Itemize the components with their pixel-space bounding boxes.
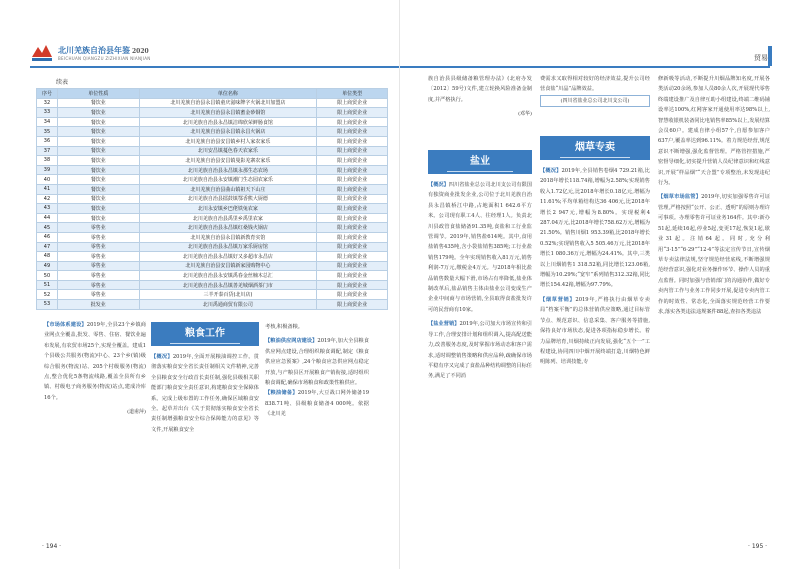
cell-nature: 餐饮业 [57,194,139,204]
col-header-index: 序号 [37,89,58,99]
grain-network-label: 【粮油供应网店建设】 [265,338,318,345]
cell-unit-type: 限上商贸企业 [317,184,388,194]
cell-unit-type: 限上商贸企业 [317,165,388,175]
grain-overview-paragraph: 【概况】2019年,全面开展粮油调控工作。贯彻落实粮食安全省长责任制相关文件精神,完善全县粮食安全行政首长责任制,强化县级相关职能部门粮食安全责任意识,构建粮食安全保障体系。完成上级布置的工作任务,确保区域粮食安全。起草并出台《关于贯彻落实粮食安全省长责任制增强粮食安全综合保障能力的意见》等文件,开展粮食安全 [151,354,259,433]
table-row [37,127,388,137]
cell-unit-name: 北川羌族自治县永昌镇永那生态农场 [139,165,317,175]
table-row [37,280,388,290]
cell-unit-name: 北川羌族自治县永昌镇红桑钱火锅店 [139,223,317,233]
enterprise-table [36,88,388,310]
cell-index: 42 [37,194,58,204]
cell-unit-name: 北川永安镇乡巴佬铁兔农家 [139,204,317,214]
cell-unit-name: 北川羌族自治县安昌镇曼影羌寨农家乐 [139,156,317,166]
table-row [37,175,388,185]
cell-unit-type: 限上商贸企业 [317,117,388,127]
cell-nature: 零售业 [57,223,139,233]
cell-unit-type: 限上商贸企业 [317,136,388,146]
cell-index: 51 [37,280,58,290]
cell-unit-type: 限上商贸企业 [317,261,388,271]
table-row [37,271,388,281]
tobacco-body-column [540,166,650,368]
cell-unit-name: 北川羌族自治县永安镇潮门生态园农家乐 [139,175,317,185]
cell-unit-type: 限上商贸企业 [317,98,388,108]
table-row [37,117,388,127]
cell-index: 41 [37,184,58,194]
cell-unit-name: 北川羌族自治县永昌镇蜜金砂铜馆 [139,108,317,118]
yearbook-logo-icon [30,43,54,63]
cell-unit-type: 限上商贸企业 [317,242,388,252]
cell-nature: 餐饮业 [57,117,139,127]
cell-unit-type: 限上商贸企业 [317,252,388,262]
cell-unit-name: 北川安昌镇蔓色春天农家乐 [139,146,317,156]
salt-marketing-continued: 费需求又取得相对较好的经济效益,提升公司经营食盐“川晶”品牌效益。 [540,76,650,93]
cell-unit-type: 限上商贸企业 [317,223,388,233]
cell-unit-type: 限上商贸企业 [317,232,388,242]
cell-index: 49 [37,261,58,271]
cell-unit-name: 北川羌族自治县永昌镇新教育实馆 [139,232,317,242]
salt-marketing-paragraph: 【盐业营销】2019年,公司加大市场宣传和引导工作,合理安排计划和组织调入,提高配送能力,改善服务态度,及时掌握市场动态和客户需求,适时调整销售策略和供应品种,疏确保市场平稳有序又完成了食盐品种结构调整的目标任务,满足了不同消 [428,321,532,380]
cell-unit-type: 限上商贸企业 [317,213,388,223]
cell-index: 34 [37,117,58,127]
cell-nature: 餐饮业 [57,213,139,223]
cell-nature: 餐饮业 [57,165,139,175]
tobacco-intro-column [540,74,650,107]
market-system-author: (道甫萍) [127,409,146,416]
tobacco-section-title: 烟草专卖 [540,136,650,160]
cell-unit-type: 限上商贸企业 [317,156,388,166]
cell-unit-name: 北川羌族自治县安昌镇新家园购物中心 [139,261,317,271]
cell-index: 33 [37,108,58,118]
cell-unit-type: 限上商贸企业 [317,194,388,204]
table-row [37,165,388,175]
cell-index: 44 [37,213,58,223]
cell-index: 36 [37,136,58,146]
table-row [37,204,388,214]
salt-author: (四川省盐业总公司北川支公司) [540,95,650,107]
table-row [37,98,388,108]
cell-unit-name: 北川羌族自治县永昌镇永昌火锅店 [139,127,317,137]
cell-nature: 零售业 [57,271,139,281]
cell-unit-type: 限上商贸企业 [317,271,388,281]
yearbook-title: 北川羌族自治县年鉴 2020 [58,45,149,55]
cell-nature: 零售业 [57,242,139,252]
table-row [37,232,388,242]
tobacco-overview-paragraph: 【概况】2019年,全县销售卷烟4 729.21箱,比2018年增长118.74箱,增幅为2.58%;实现销售收入1.72亿元,比2018年增长0.18亿元,增幅为11.61%;平均单箱结构达36 406元,比2018年增长2 947元,增幅为8.80%。实现税利4 287.04万元,比2018年增长758.62万元,增幅为21.50%。销售川烟1 953.39箱,比2018年增长0.52%;实现销售收入5 505.46万元,比2018年增长1 080.36万元,增幅为24.41%。其中,三类以上川烟销售1 318.52箱,同比增长123.06箱,增幅为10.29%;“宽窄”系列销售312.32箱,同比增长154.42箱,增幅为97.79%。 [540,168,650,289]
cell-unit-name: 北川羌族自治县擂鼓镇鄂香熊大厨德 [139,194,317,204]
tobacco-marketing-paragraph: 【烟草营销】2019年,严格执行由烟草专卖局“档案平衡”的总体营销供应策略,通过目标管节点、规范意识、信息采集、客户服务等措施,保持良好市场状态,促进各项指标稳步增长。着力品牌培育,川烟持续正向发展,强化“五个一”工程建设,协同四川中烟开展终端打造,川烟特色鲜明陈列、培训技能,专 [540,296,650,366]
salt-overview-paragraph: 【概况】四川省盐业总公司北川支公司有限国有独资商业批发企业,公司位于北川羌族自治县永昌镇桥江中路,占地面积1 642.6平方米。公司现有职工4人、往经理1人。负责北川县政管食盐储备91.35吨,食盐和工行业监管调节。2019年,销售盐614吨。其中,食用盐销售435吨,含小袋盐销售385吨;工行业盐销售179吨。全年实现销售收入81万元,销售利润-7万元,缴税金4万元。与2018年相比盐品销售数量大幅下滑,市场占有率降低,盐业体制改革后,盐品销售主体由盐业公司变成生产企业中间商与市场营销,全县取得食盐批发许可的民营商有10家。 [428,182,532,313]
cell-nature: 餐饮业 [57,127,139,137]
cell-nature: 零售业 [57,280,139,290]
cell-unit-type: 限上商贸企业 [317,204,388,214]
cell-index: 48 [37,252,58,262]
cell-unit-type: 限上商贸企业 [317,127,388,137]
table-row [37,108,388,118]
salt-column [428,74,532,120]
col-header-name: 单位名称 [139,89,317,99]
grain-section-title: 粮食工作 [151,322,259,346]
cell-unit-name: 北川羌族自治县永昌镇洁绵欣荣鲜肠食馆 [139,117,317,127]
grain-overview-column [151,352,259,435]
col-header-nature: 单位性质 [57,89,139,99]
cell-nature: 零售业 [57,261,139,271]
cell-nature: 餐饮业 [57,184,139,194]
cell-nature: 零售业 [57,252,139,262]
table-caption: 续表 [56,79,69,86]
cell-unit-type: 限上商贸企业 [317,146,388,156]
cell-index: 47 [37,242,58,252]
cell-unit-name: 三羊开泰百货(北川店) [139,290,317,300]
table-row [37,300,388,310]
cell-index: 45 [37,223,58,233]
table-row [37,261,388,271]
cell-index: 43 [37,204,58,214]
cell-nature: 餐饮业 [57,108,139,118]
cell-index: 40 [37,175,58,185]
cell-index: 50 [37,271,58,281]
tobacco-marketing-continued: 修新吸等活动,不断提升川烟品牌知名度,开展各类活动20余场,参加人员80余人次,开展现代零售终端建设推广及自律互助小组建设,终端二维码铺设率达100%,红网客家开通使用率达98%以上,智慧收银机装备同比电销售率85%以上,发展结算会员60户。建成自律小组57个,自愿参加客户637户,覆盖率达到96.11%。着力规范经营,规范意识不断增强,强化监督管理。严格管控措施,严密督导细化,切实提升营销人员纪律意识和红线意识,开展“样品烟”“天合盟”专项整治,未发现违纪行为。 [658,76,770,187]
cell-unit-type: 限上商贸企业 [317,175,388,185]
grain-author: (邓华) [518,111,532,118]
cell-unit-type: 限上商贸企业 [317,300,388,310]
cell-index: 35 [37,127,58,137]
table-row [37,146,388,156]
grain-reserve-label: 【粮油储备】 [265,390,298,397]
cell-nature: 餐饮业 [57,204,139,214]
tobacco-supervision-label: 【烟草市场监管】 [658,194,702,201]
cell-nature: 餐饮业 [57,146,139,156]
cell-nature: 批发业 [57,300,139,310]
section-tab-marker [768,46,772,66]
cell-nature: 零售业 [57,290,139,300]
left-page-number: · 194 · [42,543,62,550]
cell-unit-type: 限上商贸企业 [317,290,388,300]
grain-network-paragraph: 【粮油供应网店建设】2019年,加大全县粮食供应网点建设,合理组织粮食调配,制定《粮食供应应急预案》,24个粮食应急供应网点稳定开放,与产粮县区开展粮食产销衔接,适时组织粮食调配,确保市场粮食和政策性粮供应。 [265,338,369,387]
cell-unit-name: 北川羌族自治县安昌镇乡村人家农家乐 [139,136,317,146]
grain-reserve-continued: 族自治县县级储备粮管理办法》(北府办发〔2012〕59号)文件,建立轮换风险准备金制度,并严格执行。 [428,76,532,103]
cell-nature: 餐饮业 [57,156,139,166]
cell-unit-name: 北川羌族自治县禹里乡禹里农家 [139,213,317,223]
cell-unit-name: 北川羌族自治县曲山镇祖天下山庄 [139,184,317,194]
table-row [37,242,388,252]
cell-nature: 零售业 [57,232,139,242]
yearbook-subtitle: BEICHUAN QIANGZU ZIZHIXIAN NIANJIAN [58,56,151,61]
salt-body-column [428,180,532,382]
cell-nature: 餐饮业 [57,175,139,185]
cell-unit-name: 北川羌族自治县永昌镇童庆滋味牌字火锅北川加盟店 [139,98,317,108]
cell-nature: 餐饮业 [57,136,139,146]
tobacco-overview-label: 【概况】 [540,168,562,174]
market-system-paragraph: 【市场体系建设】2019年,全县23个乡镇商业网点全覆盖,批发、零售、住宿、餐饮业遍布发展,有农贸市场25个,实现全覆盖。建成1个县级公共服务(物流)中心、23个乡(镇)级综合服务(物流)站、205个村级服务(物流)点,整合优化5条物流线路,覆盖全县所有乡镇、村级电子商务服务(物流)站点,建成冷库16个。 [44,322,146,401]
grain-reserve-paragraph: 【粮油储备】2019年,大豆战口网外储备19 838.71吨、县级粮食储备4 000吨。依据《北川羌 [265,390,369,418]
section-tag: 贸易 [754,54,768,62]
col-header-type: 单位类型 [317,89,388,99]
salt-overview-label: 【概况】 [428,182,449,188]
grain-overview-label: 【概况】 [151,354,173,360]
cell-unit-name: 北川羌族自治县永昌镇好又多超市永昌店 [139,252,317,262]
cell-index: 53 [37,300,58,310]
table-row [37,223,388,233]
cell-nature: 餐饮业 [57,98,139,108]
right-page-number: · 195 · [748,543,768,550]
table-row [37,184,388,194]
cell-unit-name: 北川羌族自治县永昌镇善羌城烟酒茶门市 [139,280,317,290]
right-page [400,0,800,569]
cell-index: 46 [37,232,58,242]
header-rule-right [400,66,770,68]
table-header-row [37,89,388,99]
tobacco-marketing-label: 【烟草营销】 [540,296,576,303]
cell-index: 38 [37,156,58,166]
salt-section-title: 盐业 [428,150,532,174]
market-system-label: 【市场体系建设】 [44,322,87,328]
cell-unit-name: 北川羌族自治县永安镇禹春金丝楠木总汇 [139,271,317,281]
tobacco-supervision-paragraph: 【烟草市场监管】2019年,切实加强零售许可证管理,严格按照“公开、公正、透明”的原则办理许可事项。办理零售许可证业务164件。其中:新办51起,延续16起,停业5起,变更17起,恢复1起,歇业31起。注销64起。同时,充分利用“3·15”“6·29”“12·4”等法定宣传节日,宣传烟草专卖法律法规,坚守规范经营底线,不断增强规范经营意识,强化对业务操作环节、操作人员的重点监督。同时加强与营销部门的沟通协作,做好专卖内管工作与业务工作同步开展,促进专卖内管工作的时效性、常态化,全面落实规范经营工作要求,落实各类违法违规案件88起,查扣各类违法 [658,194,770,315]
salt-marketing-label: 【盐业营销】 [428,321,460,328]
table-row [37,136,388,146]
cell-unit-name: 北川禹通商贸有限公司 [139,300,317,310]
cell-index: 52 [37,290,58,300]
market-system-column [44,320,146,418]
table-row [37,290,388,300]
cell-unit-type: 限上商贸企业 [317,108,388,118]
cell-index: 37 [37,146,58,156]
table-row [37,156,388,166]
table-row [37,252,388,262]
grain-mid-intro: 考核,积极备粮。 [265,324,303,330]
cell-unit-name: 北川羌族自治县永昌镇万家乐厨房馆 [139,242,317,252]
cell-unit-type: 限上商贸企业 [317,280,388,290]
table-row [37,213,388,223]
cell-index: 39 [37,165,58,175]
cell-index: 32 [37,98,58,108]
header-rule [30,66,400,68]
table-row [37,194,388,204]
tobacco-market-column [658,74,770,317]
grain-supply-column [265,322,369,420]
